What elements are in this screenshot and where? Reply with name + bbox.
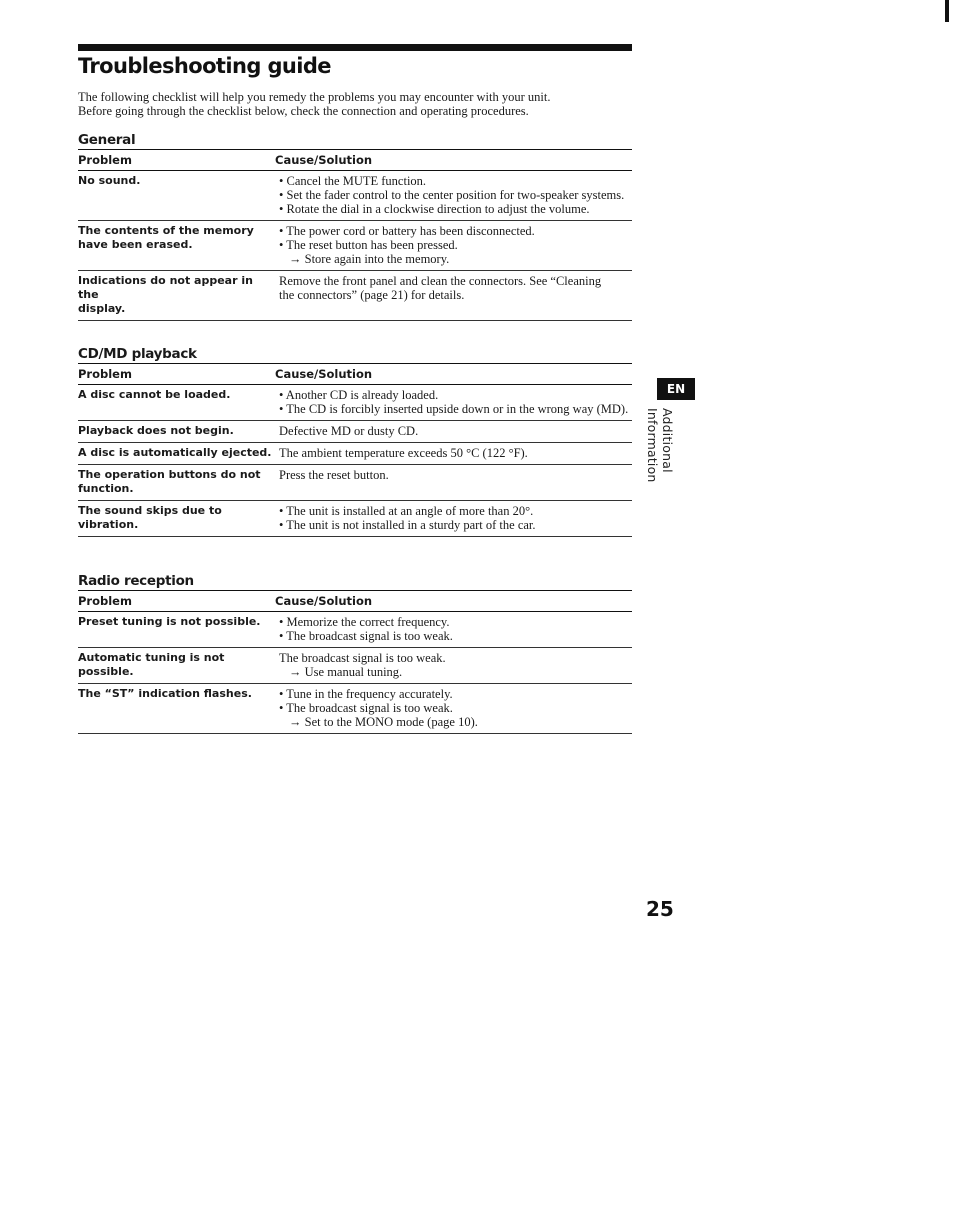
table-row bbox=[78, 648, 632, 684]
solution-text: • The unit is not installed in a sturdy part of the car. bbox=[279, 518, 536, 532]
problem-text: possible. bbox=[78, 665, 134, 678]
table-row bbox=[78, 465, 632, 501]
solution-cell bbox=[279, 468, 632, 496]
table-row bbox=[78, 612, 632, 648]
header-cause-solution: Cause/Solution bbox=[275, 367, 373, 381]
page-title: Troubleshooting guide bbox=[78, 54, 331, 78]
section-title: CD/MD playback bbox=[78, 346, 197, 362]
problem-cell bbox=[78, 687, 279, 729]
table-row bbox=[78, 385, 632, 421]
problem-text: vibration. bbox=[78, 518, 139, 531]
table-header bbox=[78, 149, 632, 171]
problem-cell bbox=[78, 224, 279, 266]
problem-text: The operation buttons do not bbox=[78, 468, 261, 481]
problem-text: Playback does not begin. bbox=[78, 424, 234, 437]
problem-text: have been erased. bbox=[78, 238, 193, 251]
problem-cell bbox=[78, 615, 279, 643]
section-radio-reception bbox=[78, 572, 632, 734]
solution-text: → Set to the MONO mode (page 10). bbox=[289, 715, 478, 729]
problem-cell bbox=[78, 388, 279, 416]
solution-cell bbox=[279, 174, 632, 216]
solution-text: The ambient temperature exceeds 50 °C (122 °F). bbox=[279, 446, 528, 460]
page-edge-mark bbox=[945, 0, 949, 22]
solution-text: The broadcast signal is too weak. bbox=[279, 651, 446, 665]
intro-line: The following checklist will help you remedy the problems you may encounter with your unit. bbox=[78, 90, 551, 104]
table-row bbox=[78, 171, 632, 221]
table-row bbox=[78, 501, 632, 537]
solution-cell bbox=[279, 687, 632, 729]
intro-line: Before going through the checklist below, check the connection and operating procedures. bbox=[78, 104, 529, 118]
language-tab-badge: EN bbox=[657, 378, 695, 400]
intro-paragraph bbox=[78, 90, 638, 118]
table-row bbox=[78, 443, 632, 465]
problem-text: Preset tuning is not possible. bbox=[78, 615, 261, 628]
solution-text: • Cancel the MUTE function. bbox=[279, 174, 427, 188]
solution-text: • The CD is forcibly inserted upside down or in the wrong way (MD). bbox=[279, 402, 629, 416]
section-title: Radio reception bbox=[78, 573, 194, 589]
section-cd-md-playback bbox=[78, 345, 632, 537]
title-rule bbox=[78, 44, 632, 51]
solution-cell bbox=[279, 446, 632, 460]
problem-text: Indications do not appear in the bbox=[78, 274, 253, 301]
solution-cell bbox=[279, 388, 632, 416]
problem-text: Automatic tuning is not bbox=[78, 651, 225, 664]
solution-text: • Rotate the dial in a clockwise direction to adjust the volume. bbox=[279, 202, 590, 216]
problem-cell bbox=[78, 651, 279, 679]
solution-text: • The unit is installed at an angle of more than 20°. bbox=[279, 504, 534, 518]
table-header bbox=[78, 590, 632, 612]
solution-cell bbox=[279, 615, 632, 643]
problem-cell bbox=[78, 446, 279, 460]
solution-cell bbox=[279, 504, 632, 532]
solution-text: • The broadcast signal is too weak. bbox=[279, 701, 453, 715]
solution-text: Press the reset button. bbox=[279, 468, 389, 482]
solution-cell bbox=[279, 274, 632, 316]
header-cause-solution: Cause/Solution bbox=[275, 153, 373, 167]
solution-text: • Memorize the correct frequency. bbox=[279, 615, 450, 629]
solution-cell bbox=[279, 224, 632, 266]
table-row bbox=[78, 684, 632, 734]
header-problem: Problem bbox=[78, 153, 132, 167]
solution-text: → Use manual tuning. bbox=[289, 665, 403, 679]
problem-text: A disc is automatically ejected. bbox=[78, 446, 272, 459]
solution-text: the connectors” (page 21) for details. bbox=[279, 288, 465, 302]
header-problem: Problem bbox=[78, 367, 132, 381]
problem-text: The “ST” indication flashes. bbox=[78, 687, 252, 700]
problem-cell bbox=[78, 504, 279, 532]
section-general bbox=[78, 131, 632, 321]
solution-text: • The power cord or battery has been disconnected. bbox=[279, 224, 535, 238]
solution-text: • Tune in the frequency accurately. bbox=[279, 687, 453, 701]
solution-text: • The reset button has been pressed. bbox=[279, 238, 458, 252]
problem-text: function. bbox=[78, 482, 134, 495]
problem-cell bbox=[78, 468, 279, 496]
problem-cell bbox=[78, 424, 279, 438]
side-section-label: Additional Information bbox=[645, 408, 675, 483]
table-row bbox=[78, 221, 632, 271]
table-row bbox=[78, 271, 632, 321]
problem-cell bbox=[78, 174, 279, 216]
solution-text: • Set the fader control to the center position for two-speaker systems. bbox=[279, 188, 625, 202]
solution-cell bbox=[279, 424, 632, 438]
problem-text: display. bbox=[78, 302, 126, 315]
solution-text: • Another CD is already loaded. bbox=[279, 388, 439, 402]
problem-cell bbox=[78, 274, 279, 316]
problem-text: The contents of the memory bbox=[78, 224, 254, 237]
header-cause-solution: Cause/Solution bbox=[275, 594, 373, 608]
solution-text: • The broadcast signal is too weak. bbox=[279, 629, 453, 643]
solution-text: Defective MD or dusty CD. bbox=[279, 424, 419, 438]
table-row bbox=[78, 421, 632, 443]
problem-text: The sound skips due to bbox=[78, 504, 222, 517]
solution-text: → Store again into the memory. bbox=[289, 252, 450, 266]
section-title: General bbox=[78, 132, 136, 148]
problem-text: No sound. bbox=[78, 174, 141, 187]
solution-text: Remove the front panel and clean the connectors. See “Cleaning bbox=[279, 274, 602, 288]
page-number: 25 bbox=[646, 897, 674, 921]
table-header bbox=[78, 363, 632, 385]
solution-cell bbox=[279, 651, 632, 679]
problem-text: A disc cannot be loaded. bbox=[78, 388, 231, 401]
header-problem: Problem bbox=[78, 594, 132, 608]
